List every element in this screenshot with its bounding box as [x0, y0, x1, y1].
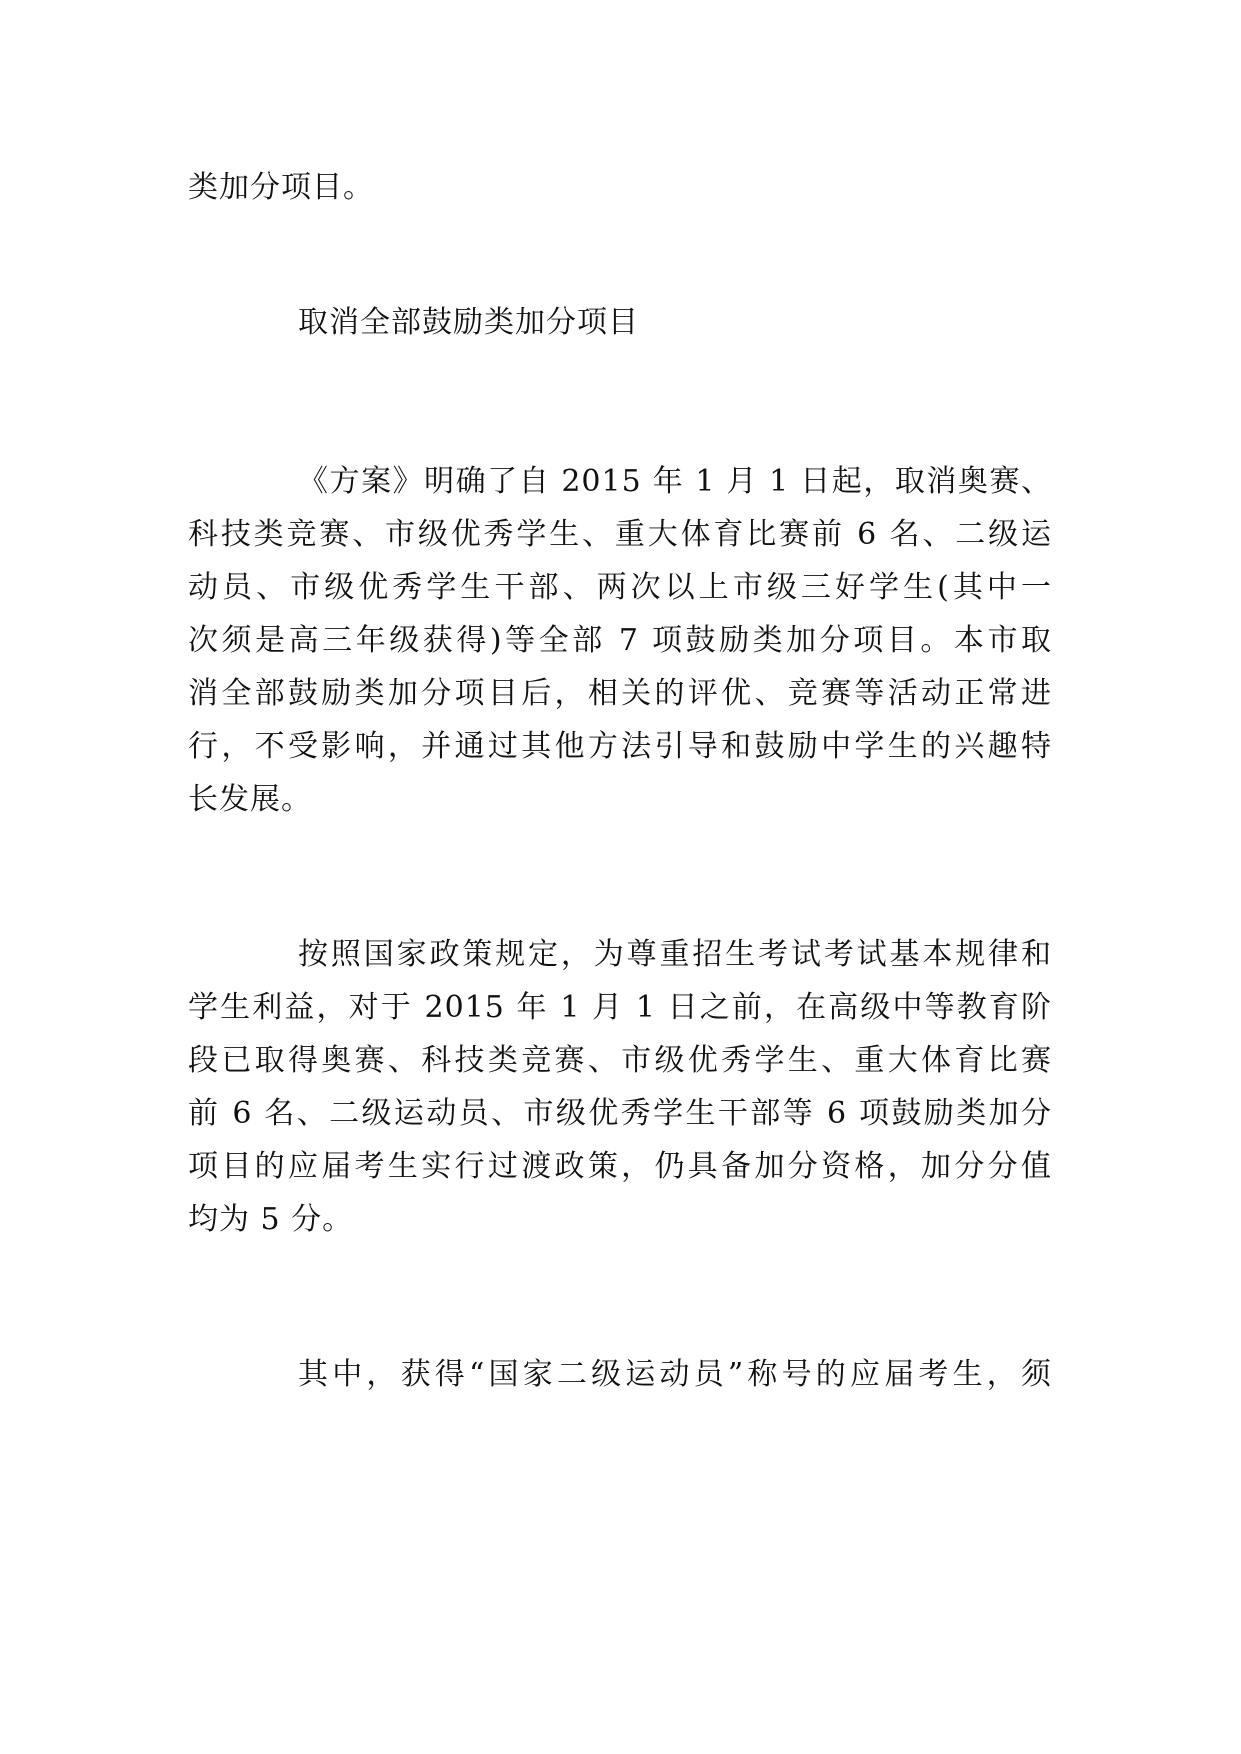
paragraph-line: 类加分项目。	[188, 170, 374, 205]
paragraph-line: 均为 5 分。	[188, 1202, 354, 1237]
paragraph-line: 动员、市级优秀学生干部、两次以上市级三好学生(其中一	[188, 570, 1052, 605]
paragraph-line: 其中，获得“国家二级运动员”称号的应届考生，须	[298, 1357, 1052, 1392]
paragraph-line: 项目的应届考生实行过渡政策，仍具备加分资格，加分分值	[188, 1149, 1052, 1184]
paragraph-line: 《方案》明确了自 2015 年 1 月 1 日起，取消奥赛、	[298, 464, 1052, 499]
paragraph-line: 按照国家政策规定，为尊重招生考试考试基本规律和	[298, 937, 1052, 972]
paragraph-line: 前 6 名、二级运动员、市级优秀学生干部等 6 项鼓励类加分	[188, 1096, 1052, 1131]
paragraph-line: 科技类竞赛、市级优秀学生、重大体育比赛前 6 名、二级运	[188, 517, 1052, 552]
paragraph-line: 次须是高三年级获得)等全部 7 项鼓励类加分项目。本市取	[188, 623, 1052, 658]
paragraph-line: 长发展。	[188, 782, 312, 817]
paragraph-line: 行，不受影响，并通过其他方法引导和鼓励中学生的兴趣特	[188, 729, 1052, 764]
section-heading: 取消全部鼓励类加分项目	[298, 305, 639, 340]
paragraph-line: 学生利益，对于 2015 年 1 月 1 日之前，在高级中等教育阶	[188, 990, 1052, 1025]
paragraph-line: 段已取得奥赛、科技类竞赛、市级优秀学生、重大体育比赛	[188, 1043, 1052, 1078]
paragraph-line: 消全部鼓励类加分项目后，相关的评优、竞赛等活动正常进	[188, 676, 1052, 711]
